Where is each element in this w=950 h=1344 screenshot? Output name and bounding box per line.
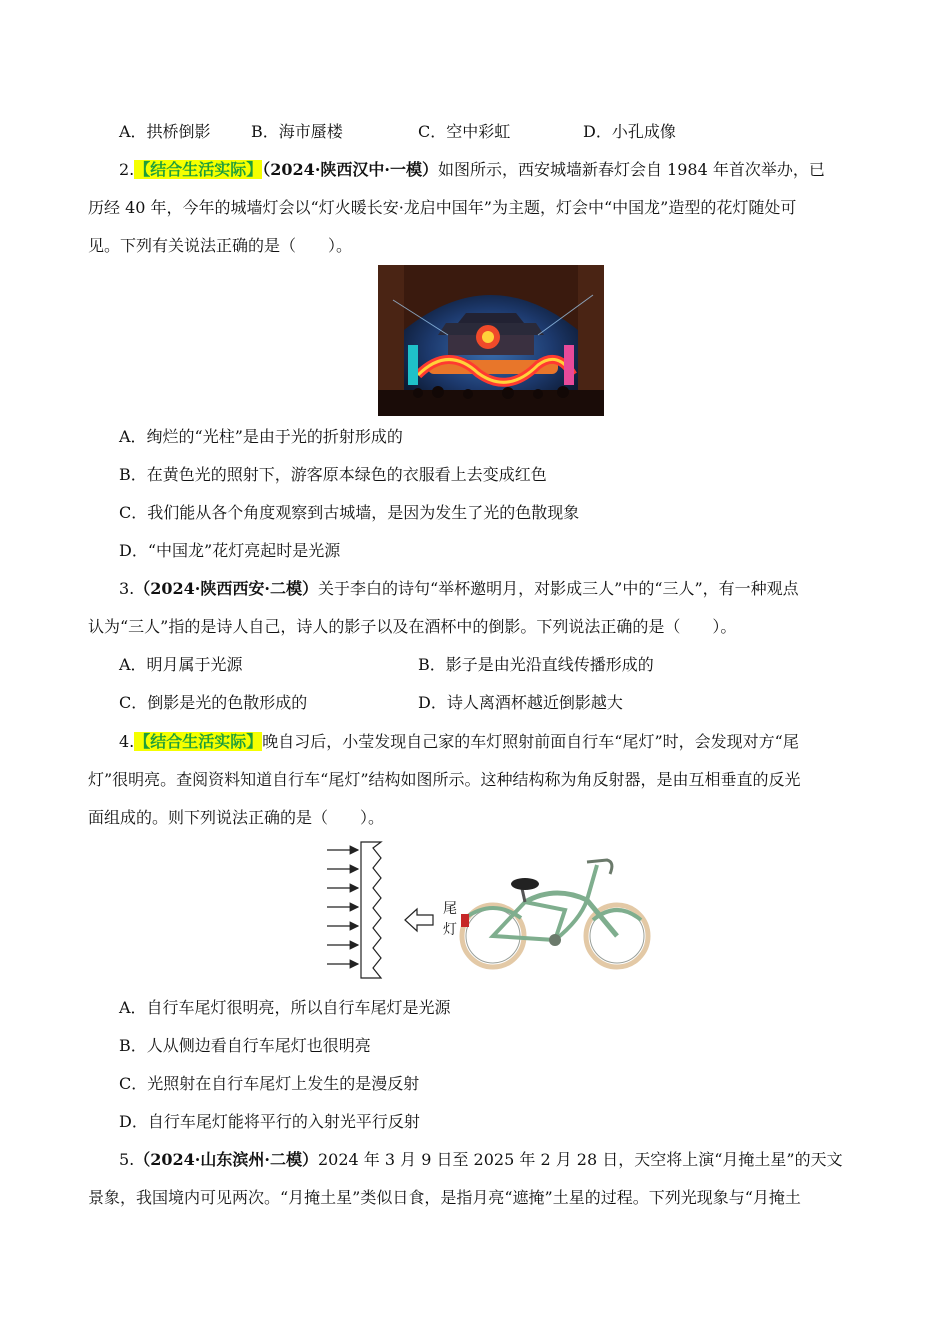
q4-option-c: C．光照射在自行车尾灯上发生的是漫反射 [119,1074,420,1093]
q4-stem-text-1: 晚自习后，小莹发现自己家的车灯照射前面自行车“尾灯”时，会发现对方“尾 [262,732,799,751]
q2-option-a: A．绚烂的“光柱”是由于光的折射形成的 [119,427,403,446]
q2-stem-line-2: 历经 40 年，今年的城墙灯会以“灯火暖长安·龙启中国年”为主题，灯会中“中国龙”造型的花灯随处可 [88,198,797,217]
q2-option-b: B．在黄色光的照射下，游客原本绿色的衣服看上去变成红色 [119,465,547,484]
q2-tag: 【结合生活实际】 [134,160,263,179]
q5-stem-line-2: 景象，我国境内可见两次。“月掩土星”类似日食，是指月亮“遮掩”土星的过程。下列光现象与“月掩土 [88,1188,801,1207]
tail-light-label-2: 灯 [443,922,457,938]
tail-light [461,914,469,927]
q2-option-c: C．我们能从各个角度观察到古城墙，是因为发生了光的色散现象 [119,503,580,522]
q2-stem-line-3: 见。下列有关说法正确的是（ ）。 [88,236,353,255]
q2-number: 2. [119,160,135,179]
bicycle-tail-light-diagram [325,840,660,980]
q3-option-c: C．倒影是光的色散形成的 [119,693,308,712]
q3-option-b: B．影子是由光沿直线传播形成的 [418,655,654,674]
hollow-arrow [405,909,433,931]
q4-stem-line-1 [119,731,799,753]
tail-light-label-1: 尾 [443,901,457,917]
q4-option-a: A．自行车尾灯很明亮，所以自行车尾灯是光源 [119,998,451,1017]
q2-stem-line-1 [119,159,825,181]
q2-stem-text-1: 如图所示，西安城墙新春灯会自 1984 年首次举办，已 [437,160,825,179]
q3-stem-line-1 [119,578,799,600]
q2-option-d: D．“中国龙”花灯亮起时是光源 [119,541,341,560]
q1-option-c: C．空中彩虹 [418,122,511,141]
q3-option-d: D．诗人离酒杯越近倒影越大 [418,693,623,712]
q3-stem-text-1: 关于李白的诗句“举杯邀明月，对影成三人”中的“三人”，有一种观点 [317,579,799,598]
bicycle [461,860,648,967]
q1-option-a: A．拱桥倒影 [119,122,211,141]
q4-tag: 【结合生活实际】 [134,732,263,751]
q1-option-b: B．海市蜃楼 [251,122,343,141]
q3-number: 3. [119,579,135,598]
incident-light-arrows [327,850,358,964]
q5-stem-line-1 [119,1149,843,1171]
q4-stem-line-2: 灯”很明亮。查阅资料知道自行车“尾灯”结构如图所示。这种结构称为角反射器，是由互相垂直的反光 [88,770,801,789]
q1-option-d: D．小孔成像 [583,122,676,141]
corner-reflector [361,842,381,978]
q4-number: 4. [119,732,135,751]
lantern-festival-photo [378,265,604,416]
q5-number: 5. [119,1150,135,1169]
q2-source: （2024·陕西汉中·一模） [262,160,438,179]
q5-stem-text-1: 2024 年 3 月 9 日至 2025 年 2 月 28 日，天空将上演“月掩土星”的天文 [317,1150,843,1169]
q5-source: （2024·山东滨州·二模） [134,1150,318,1169]
q4-stem-line-3: 面组成的。则下列说法正确的是（ ）。 [88,808,385,827]
q3-source: （2024·陕西西安·二模） [134,579,318,598]
q4-option-d: D．自行车尾灯能将平行的入射光平行反射 [119,1112,420,1131]
q3-option-a: A．明月属于光源 [119,655,243,674]
q4-option-b: B．人从侧边看自行车尾灯也很明亮 [119,1036,371,1055]
q3-stem-line-2: 认为“三人”指的是诗人自己，诗人的影子以及在酒杯中的倒影。下列说法正确的是（ ）。 [88,617,737,636]
